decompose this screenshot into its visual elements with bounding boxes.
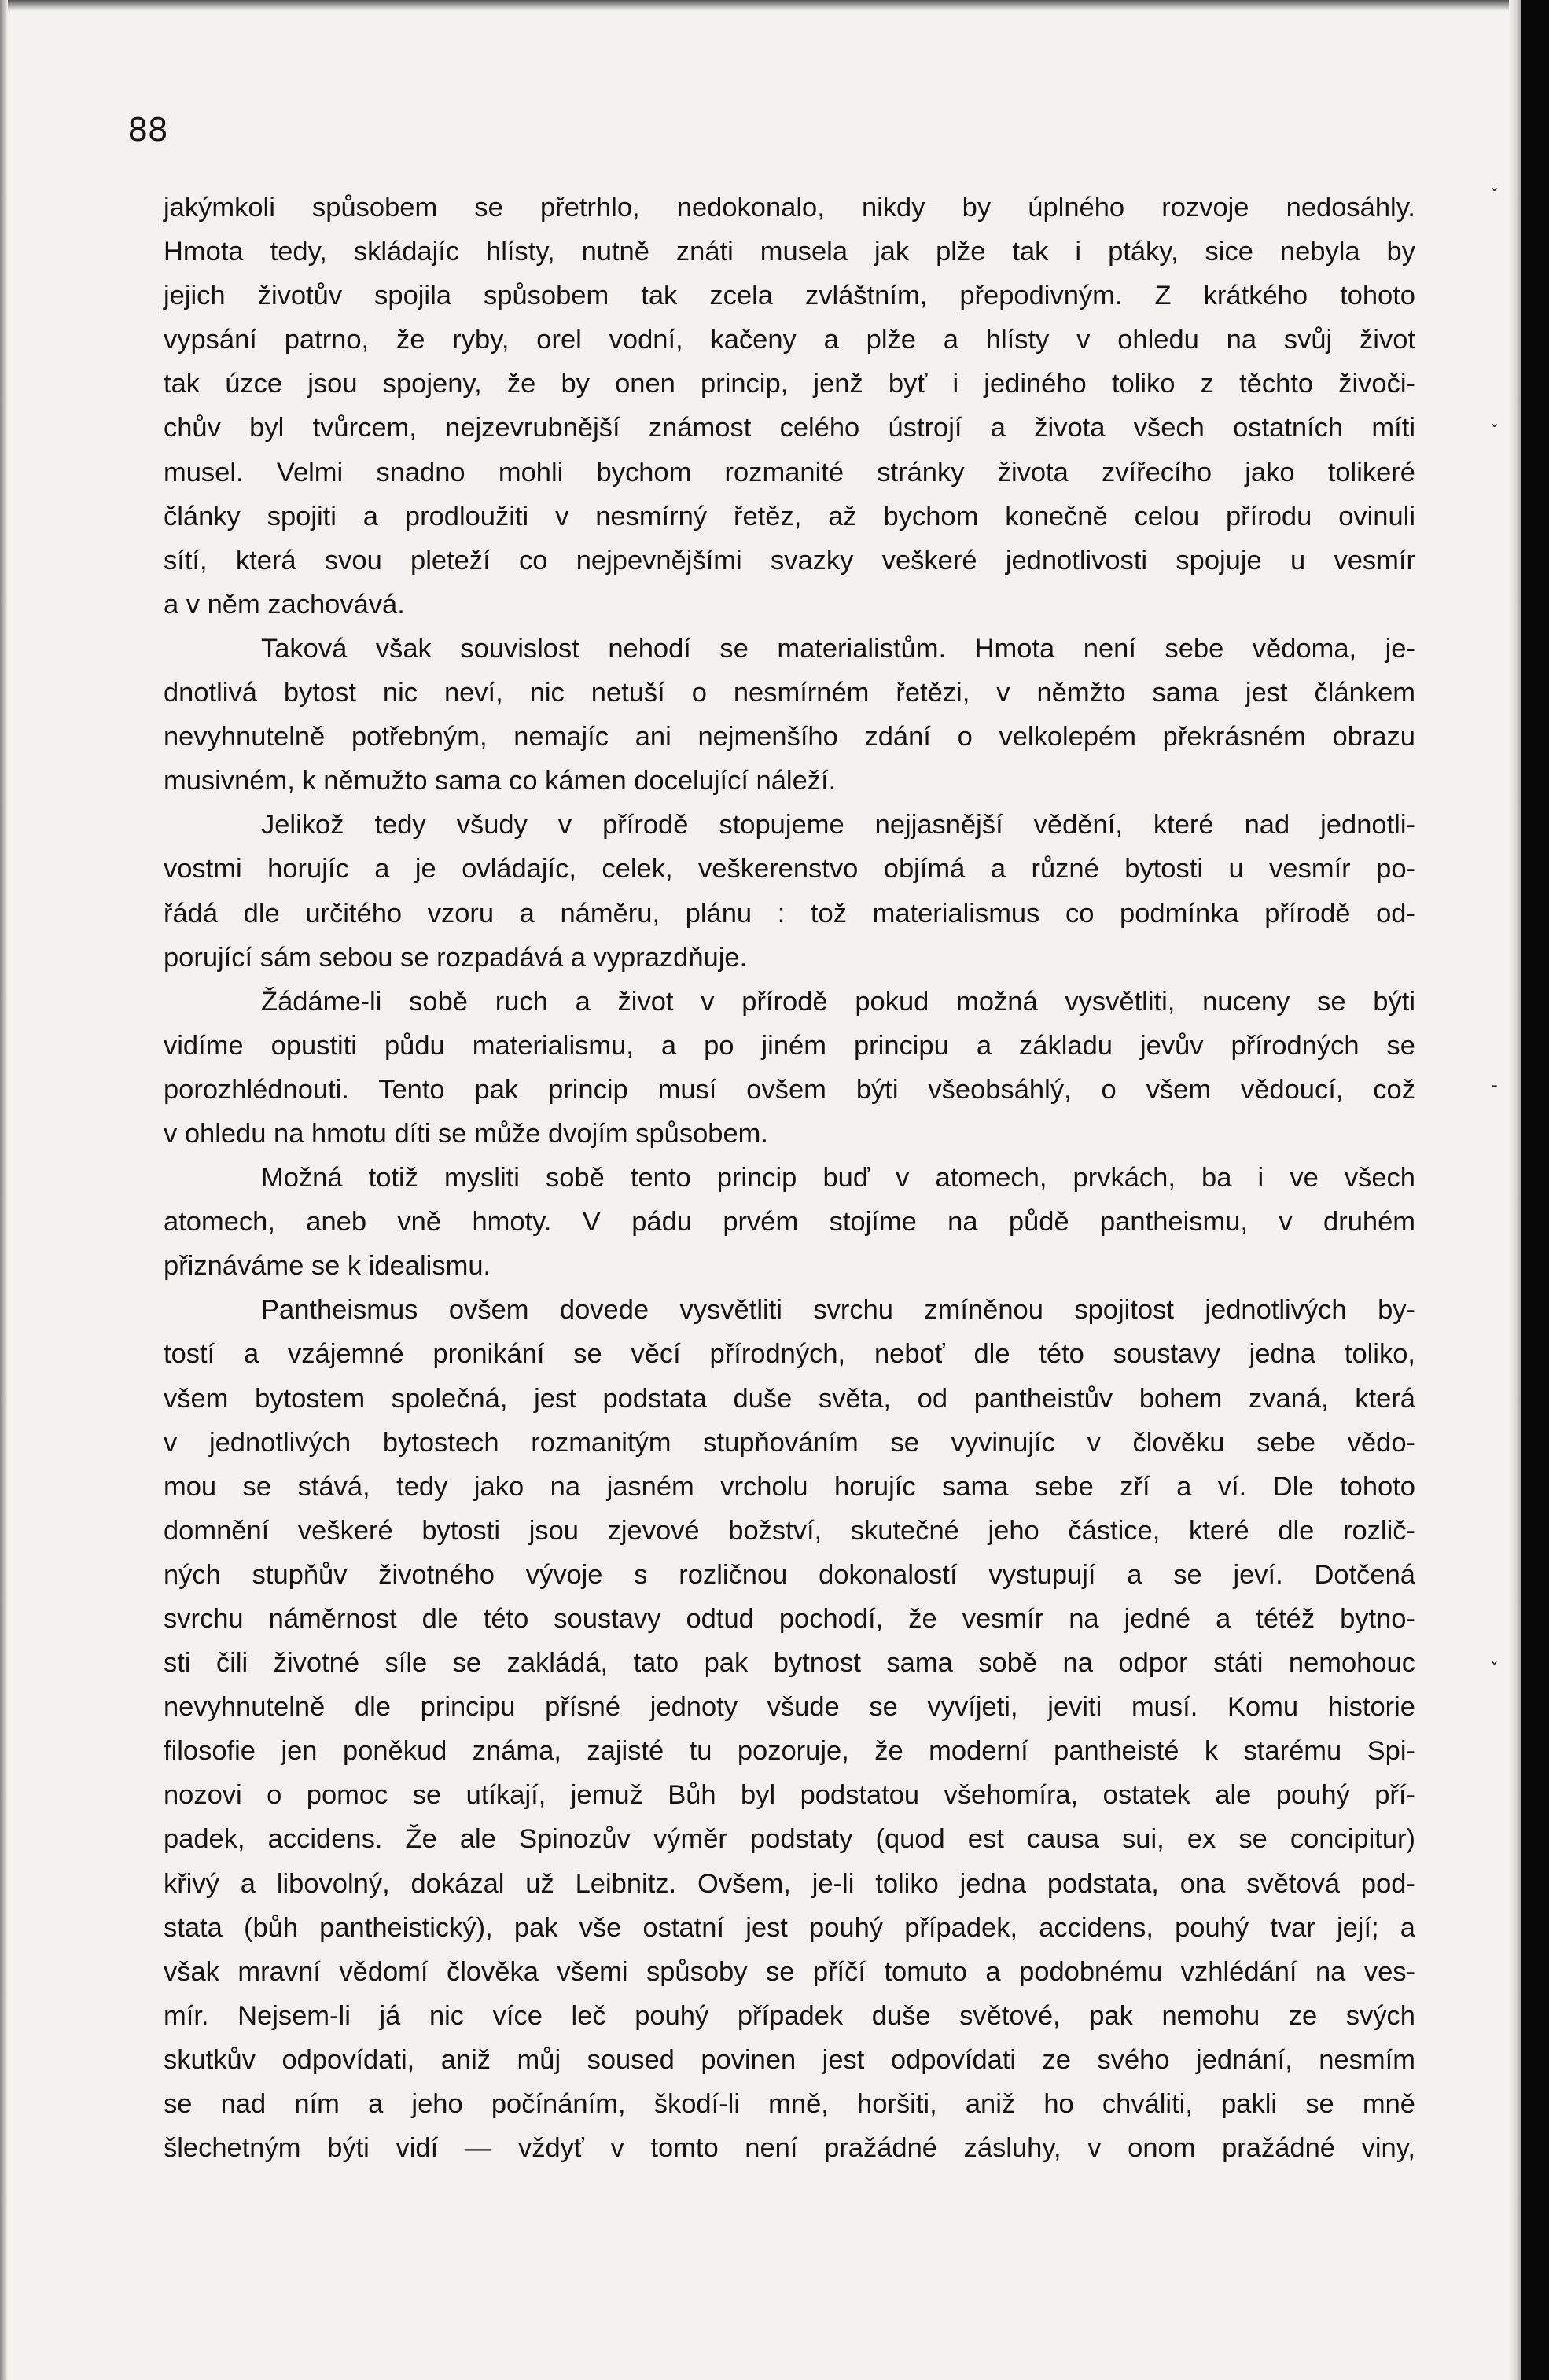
text-line: sítí, která svou pleteží co nejpevnějšími svazky veškeré jednotlivosti spojuje u vesmír: [164, 545, 1415, 576]
text-line: tak úzce jsou spojeny, že by onen princip, jenž byť i jediného toliko z těchto živoči-: [164, 369, 1415, 399]
text-line: přiznáváme se k idealismu.: [164, 1251, 491, 1282]
text-line: ných stupňův životného vývoje s rozličnou dokonalostí vystupují a se jeví. Dotčená: [164, 1559, 1415, 1590]
text-line: nevyhnutelně potřebným, nemajíc ani nejmenšího zdání o velkolepém překrásném obrazu: [164, 722, 1415, 752]
text-line: v ohledu na hmotu díti se může dvojím spůsobem.: [164, 1118, 768, 1149]
text-line: nozovi o pomoc se utíkají, jemuž Bůh byl podstatou všehomíra, ostatek ale pouhý pří-: [164, 1780, 1415, 1811]
text-line: filosofie jen poněkud známa, zajisté tu pozoruje, že moderní pantheisté k starému Spi-: [164, 1736, 1415, 1767]
text-line: domnění veškeré bytosti jsou zjevové božství, skutečné jeho částice, které dle rozlič-: [164, 1515, 1415, 1546]
text-line: jakýmkoli spůsobem se přetrhlo, nedokonalo, nikdy by úplného rozvoje nedosáhly.: [164, 193, 1415, 223]
paragraph: [164, 186, 1415, 627]
paragraph: [164, 980, 1415, 1156]
text-line: atomech, aneb vně hmoty. V pádu prvém stojíme na půdě pantheismu, v druhém: [164, 1207, 1415, 1238]
text-line: vidíme opustiti půdu materialismu, a po jiném principu a základu jevův přírodných se: [164, 1030, 1415, 1061]
text-line: musel. Velmi snadno mohli bychom rozmanité stránky života zvířecího jako tolikeré: [164, 457, 1415, 487]
text-line: křivý a libovolný, dokázal už Leibnitz. Ovšem, je-li toliko jedna podstata, ona světová pod-: [164, 1868, 1415, 1899]
text-line: mír. Nejsem-li já nic více leč pouhý případek duše světové, pak nemohu ze svých: [164, 2000, 1415, 2031]
text-line: porozhlédnouti. Tento pak princip musí ovšem býti všeobsáhlý, o všem vědoucí, což: [164, 1074, 1415, 1105]
text-line: vypsání patrno, že ryby, orel vodní, kačeny a plže a hlísty v ohledu na svůj život: [164, 325, 1415, 355]
margin-mark: ˇ: [1490, 187, 1499, 207]
paragraph: [164, 1288, 1415, 2170]
text-line: tostí a vzájemné pronikání se věcí přírodných, neboť dle této soustavy jedna toliko,: [164, 1339, 1415, 1370]
page-right-edge: [1509, 0, 1521, 2380]
paragraph: [164, 1156, 1415, 1288]
text-line: Jelikož tedy všudy v přírodě stopujeme nejjasnější vědění, které nad jednotli-: [261, 810, 1415, 841]
text-line: články spojiti a prodloužiti v nesmírný řetěz, až bychom konečně celou přírodu ovinuli: [164, 501, 1415, 532]
text-line: však mravní vědomí člověka všemi spůsoby se příčí tomuto a podobnému vzhlédání na ves-: [164, 1956, 1415, 1987]
page-top-shadow: [0, 0, 1521, 11]
text-line: skutkův odpovídati, aniž můj soused povinen jest odpovídati ze svého jednání, nesmím: [164, 2044, 1415, 2075]
text-line: mou se stává, tedy jako na jasném vrcholu horujíc sama sebe zří a ví. Dle tohoto: [164, 1471, 1415, 1502]
page-number: 88: [128, 110, 168, 149]
text-line: šlechetným býti vidí — vždyť v tomto není pražádné zásluhy, v onom pražádné viny,: [164, 2133, 1415, 2164]
margin-mark: ˇ: [1490, 423, 1499, 443]
text-line: Hmota tedy, skládajíc hlísty, nutně znáti musela jak plže tak i ptáky, sice nebyla by: [164, 237, 1415, 267]
text-line: jejich životův spojila spůsobem tak zcela zvláštním, přepodivným. Z krátkého tohoto: [164, 281, 1415, 311]
text-line: a v něm zachovává.: [164, 589, 405, 620]
paragraph: [164, 803, 1415, 979]
text-line: stata (bůh pantheistický), pak vše ostatní jest pouhý případek, accidens, pouhý tvar její; a: [164, 1912, 1415, 1943]
text-line: všem bytostem společná, jest podstata duše světa, od pantheistův bohem zvaná, která: [164, 1383, 1415, 1414]
text-line: musivném, k němužto sama co kámen docelující náleží.: [164, 766, 837, 796]
text-line: Pantheismus ovšem dovede vysvětliti svrchu zmíněnou spojitost jednotlivých by-: [261, 1295, 1415, 1326]
text-line: řádá dle určitého vzoru a náměru, plánu : tož materialismus co podmínka přírodě od-: [164, 898, 1415, 929]
text-line: se nad ním a jeho počínáním, škodí-li mně, horšiti, aniž ho chváliti, pakli se mně: [164, 2089, 1415, 2120]
text-line: sti čili životné síle se zakládá, tato pak bytnost sama sobě na odpor státi nemohouc: [164, 1648, 1415, 1679]
text-line: Žádáme-li sobě ruch a život v přírodě pokud možná vysvětliti, nuceny se býti: [261, 986, 1415, 1017]
text-line: nevyhnutelně dle principu přísné jednoty všude se vyvíjeti, jeviti musí. Komu historie: [164, 1692, 1415, 1723]
page-text: [164, 186, 1415, 2170]
text-line: v jednotlivých bytostech rozmanitým stupňováním se vyvinujíc v člověku sebe vědo-: [164, 1427, 1415, 1458]
text-line: porující sám sebou se rozpadává a vyprazdňuje.: [164, 942, 748, 973]
text-line: padek, accidens. Že ale Spinozův výměr podstaty (quod est causa sui, ex se concipitur): [164, 1824, 1415, 1855]
text-line: Možná totiž mysliti sobě tento princip buď v atomech, prvkách, ba i ve všech: [261, 1163, 1415, 1194]
text-line: vostmi horujíc a je ovládajíc, celek, veškerenstvo objímá a různé bytosti u vesmír po-: [164, 854, 1415, 885]
text-line: chův byl tvůrcem, nejzevrubnější známost celého ústrojí a života všech ostatních míti: [164, 413, 1415, 443]
margin-mark: ˉ: [1490, 1083, 1499, 1103]
text-line: dnotlivá bytost nic neví, nic netuší o nesmírném řetězi, v němžto sama jest článkem: [164, 678, 1415, 708]
paragraph: [164, 627, 1415, 803]
text-line: svrchu náměrnost dle této soustavy odtud pochodí, že vesmír na jedné a tétéž bytno-: [164, 1604, 1415, 1634]
margin-mark: ˇ: [1490, 1661, 1499, 1680]
text-line: Taková však souvislost nehodí se materialistům. Hmota není sebe vědoma, je-: [261, 633, 1415, 664]
page-left-shadow: [0, 0, 8, 2380]
